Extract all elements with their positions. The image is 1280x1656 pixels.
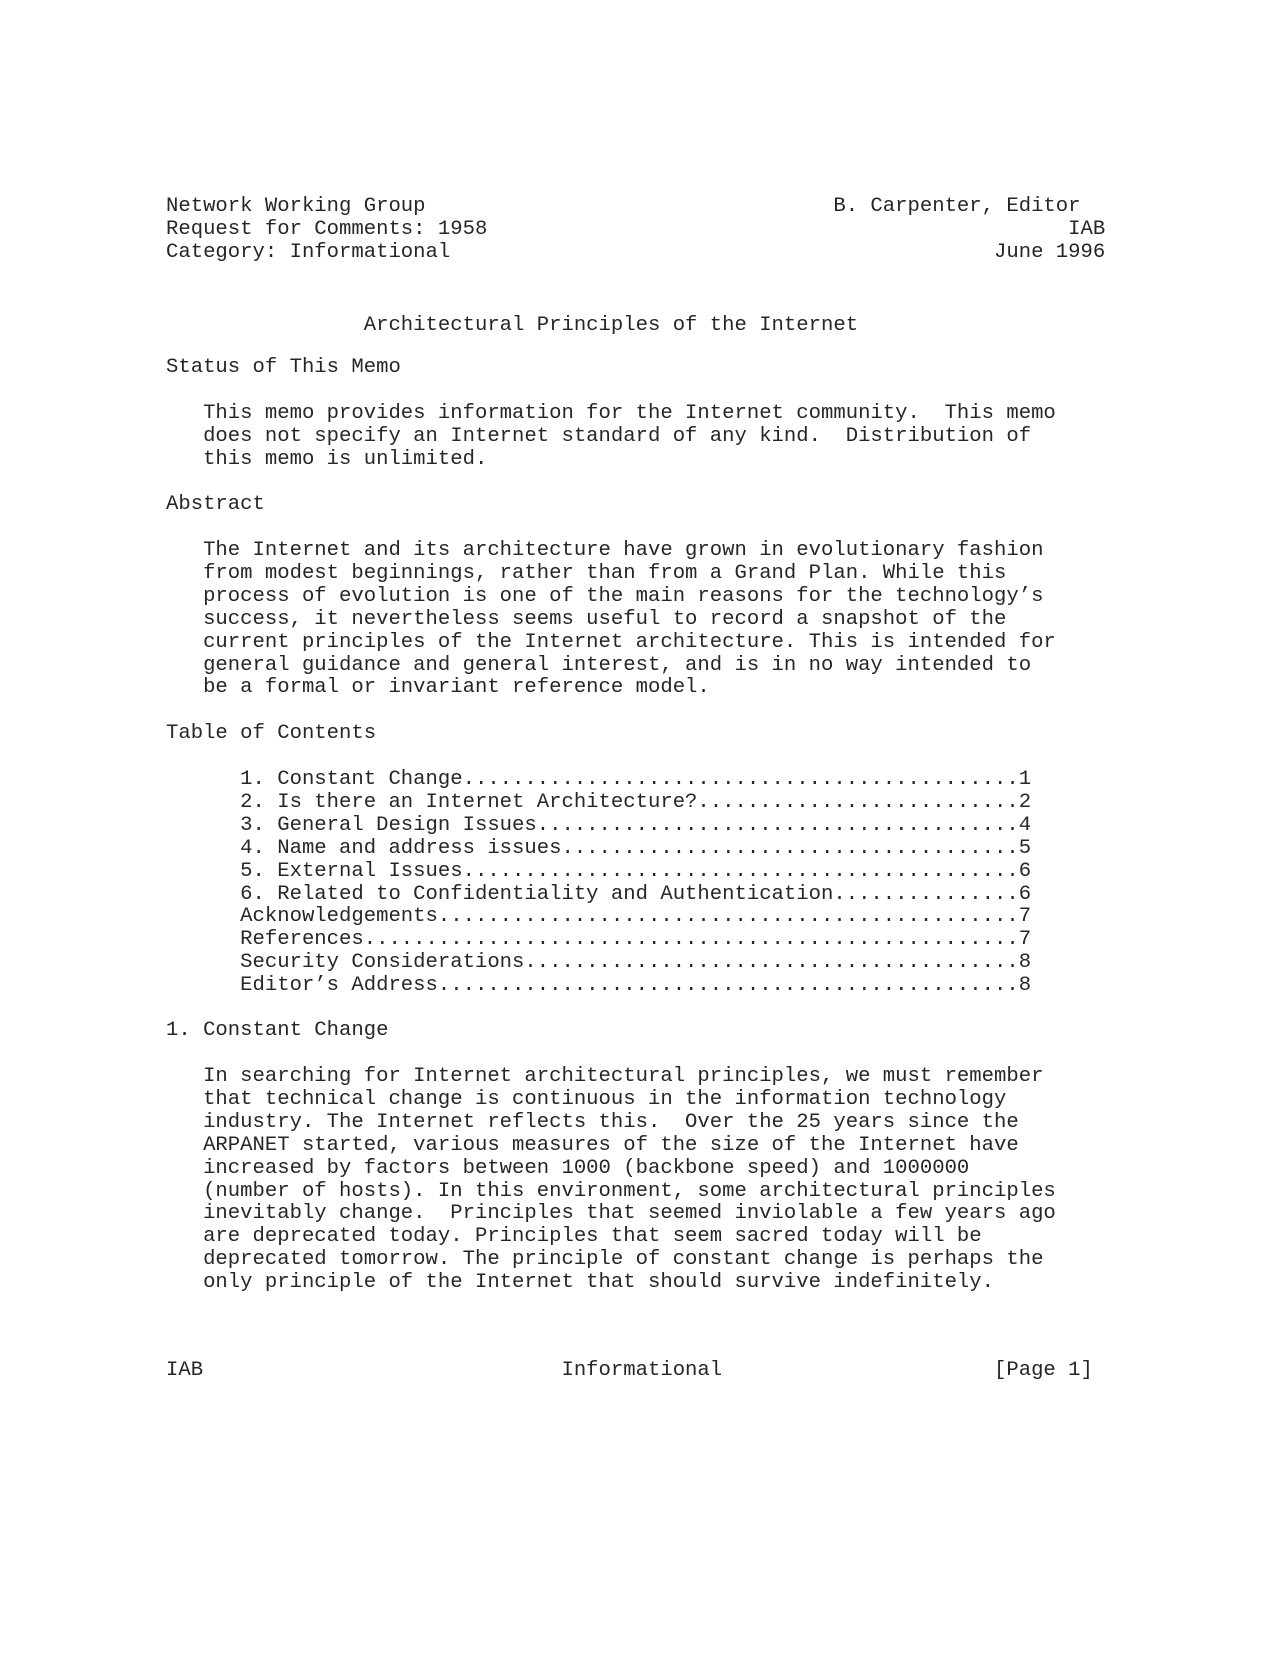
toc-list: 1. Constant Change.............................................1 2. Is there an Internet Architecture?..........................2 3. General Design Issues.......................................4 4. Name and address issues.....................................5 5. External Issues.............................................6 6. Related to Confidentiality and Authentication...............6 Acknowledgements...............................................7 References.....................................................7 Security Considerations........................................8 Editor’s Address...............................................8 — [240, 768, 1032, 998]
page-footer: IAB Informational [Page 1] — [166, 1359, 1093, 1382]
status-memo-heading: Status of This Memo — [166, 356, 401, 379]
section-1-body: In searching for Internet architectural principles, we must remember that technical change is continuous in the information technology industry. The Internet reflects this. Over the 25 years since the ARPANET started, various measures of the size of the Internet have increased by factors between 1000 (backbone speed) and 1000000 (number of hosts). In this environment, some architectural principles inevitably change. Principles that seemed inviolable a few years ago are deprecated today. Principles that seem sacred today will be deprecated tomorrow. The principle of constant change is perhaps the only principle of the Internet that should survive indefinitely. — [203, 1065, 1056, 1295]
document-title: Architectural Principles of the Internet — [166, 314, 859, 337]
rfc-header: Network Working Group B. Carpenter, Editor Request for Comments: 1958 IAB Category: Informational June 1996 — [166, 195, 1106, 264]
section-1-heading: 1. Constant Change — [166, 1019, 389, 1042]
status-memo-body: This memo provides information for the Internet community. This memo does not specify an Internet standard of any kind. Distribution of this memo is unlimited. — [203, 402, 1056, 471]
abstract-body: The Internet and its architecture have grown in evolutionary fashion from modest beginnings, rather than from a Grand Plan. While this process of evolution is one of the main reasons for the technology’s success, it nevertheless seems useful to record a snapshot of the current principles of the Internet architecture. This is intended for general guidance and general interest, and is in no way intended to be a formal or invariant reference model. — [203, 539, 1056, 700]
abstract-heading: Abstract — [166, 493, 265, 516]
toc-heading: Table of Contents — [166, 722, 377, 745]
